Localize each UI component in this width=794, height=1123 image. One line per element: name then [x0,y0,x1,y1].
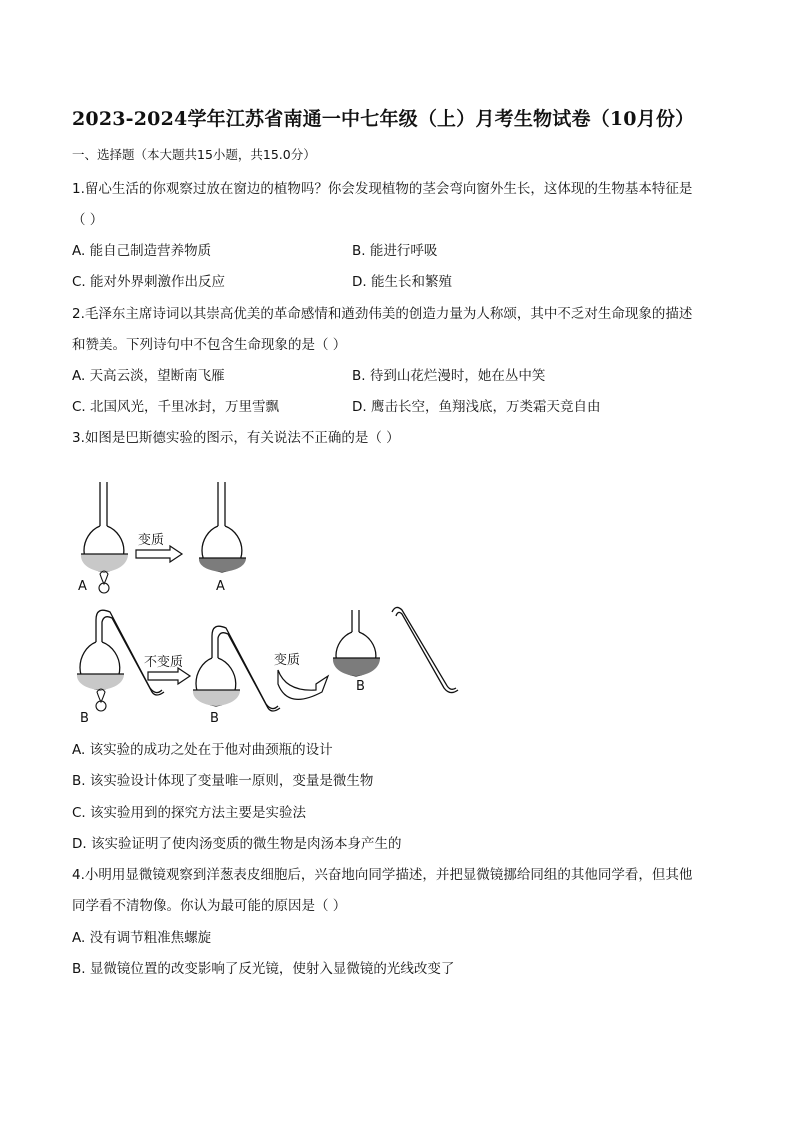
question-1-stem: 1.留心生活的你观察过放在窗边的植物吗？你会发现植物的茎会弯向窗外生长，这体现的生物基本特征是 [72,181,693,197]
question-4-stem-cont: 同学看不清物像。你认为最可能的原因是（ ） [72,898,347,914]
label-a-2: A [216,579,225,594]
flask-b-spoiled [333,610,380,676]
question-1-stem-cont: （ ） [72,212,104,228]
question-3-stem: 3.如图是巴斯德实验的图示，有关说法不正确的是（ ） [72,430,400,446]
broken-neck-icon [392,607,458,692]
burner-icon [96,689,106,711]
question-2-stem-cont: 和赞美。下列诗句中不包含生命现象的是（ ） [72,337,347,353]
pasteur-experiment-figure [66,478,466,728]
question-1-option-a: A. 能自己制造营养物质 [72,243,212,259]
question-1-option-d: D. 能生长和繁殖 [352,274,452,290]
label-b-1: B [80,711,89,726]
question-3-option-d: D. 该实验证明了使肉汤变质的微生物是肉汤本身产生的 [72,836,402,852]
question-4-option-a: A. 没有调节粗准焦螺旋 [72,930,212,946]
flask-a-heated [81,482,128,572]
question-2-option-d: D. 鹰击长空，鱼翔浅底，万类霜天竞自由 [352,399,601,415]
question-1-option-b: B. 能进行呼吸 [352,243,438,259]
question-3-option-b: B. 该实验设计体现了变量唯一原则，变量是微生物 [72,773,374,789]
label-b-2: B [210,711,219,726]
swan-neck-flask-b-unspoiled [193,626,280,711]
section-heading: 一、选择题（本大题共15小题，共15.0分） [72,147,316,162]
question-2-option-c: C. 北国风光，千里冰封，万里雪飘 [72,399,280,415]
flask-a-spoiled [199,482,246,572]
page-title: 2023-2024学年江苏省南通一中七年级（上）月考生物试卷（10月份） [72,108,695,130]
arrow-icon [136,546,182,562]
question-3-option-a: A. 该实验的成功之处在于他对曲颈瓶的设计 [72,742,333,758]
question-2-option-b: B. 待到山花烂漫时，她在丛中笑 [352,368,546,384]
question-4-option-b: B. 显微镜位置的改变影响了反光镜，使射入显微镜的光线改变了 [72,961,455,977]
label-b-3: B [356,679,365,694]
label-change-1: 变质 [138,533,165,548]
arrow-icon [148,668,190,684]
question-2-stem: 2.毛泽东主席诗词以其崇高优美的革命感情和遒劲伟美的创造力量为人称颂，其中不乏对生命现象的描述 [72,306,693,322]
label-change-2: 变质 [274,653,301,668]
label-a-1: A [78,579,87,594]
question-3-option-c: C. 该实验用到的探究方法主要是实验法 [72,805,307,821]
label-no-change: 不变质 [144,655,184,670]
question-2-option-a: A. 天高云淡，望断南飞雁 [72,368,225,384]
curved-arrow-icon [278,670,328,699]
question-1-option-c: C. 能对外界刺激作出反应 [72,274,226,290]
swan-neck-flask-b-heated [77,610,164,695]
burner-icon [99,571,109,593]
question-4-stem: 4.小明用显微镜观察到洋葱表皮细胞后，兴奋地向同学描述，并把显微镜挪给同组的其他同学看，但其他 [72,867,693,883]
